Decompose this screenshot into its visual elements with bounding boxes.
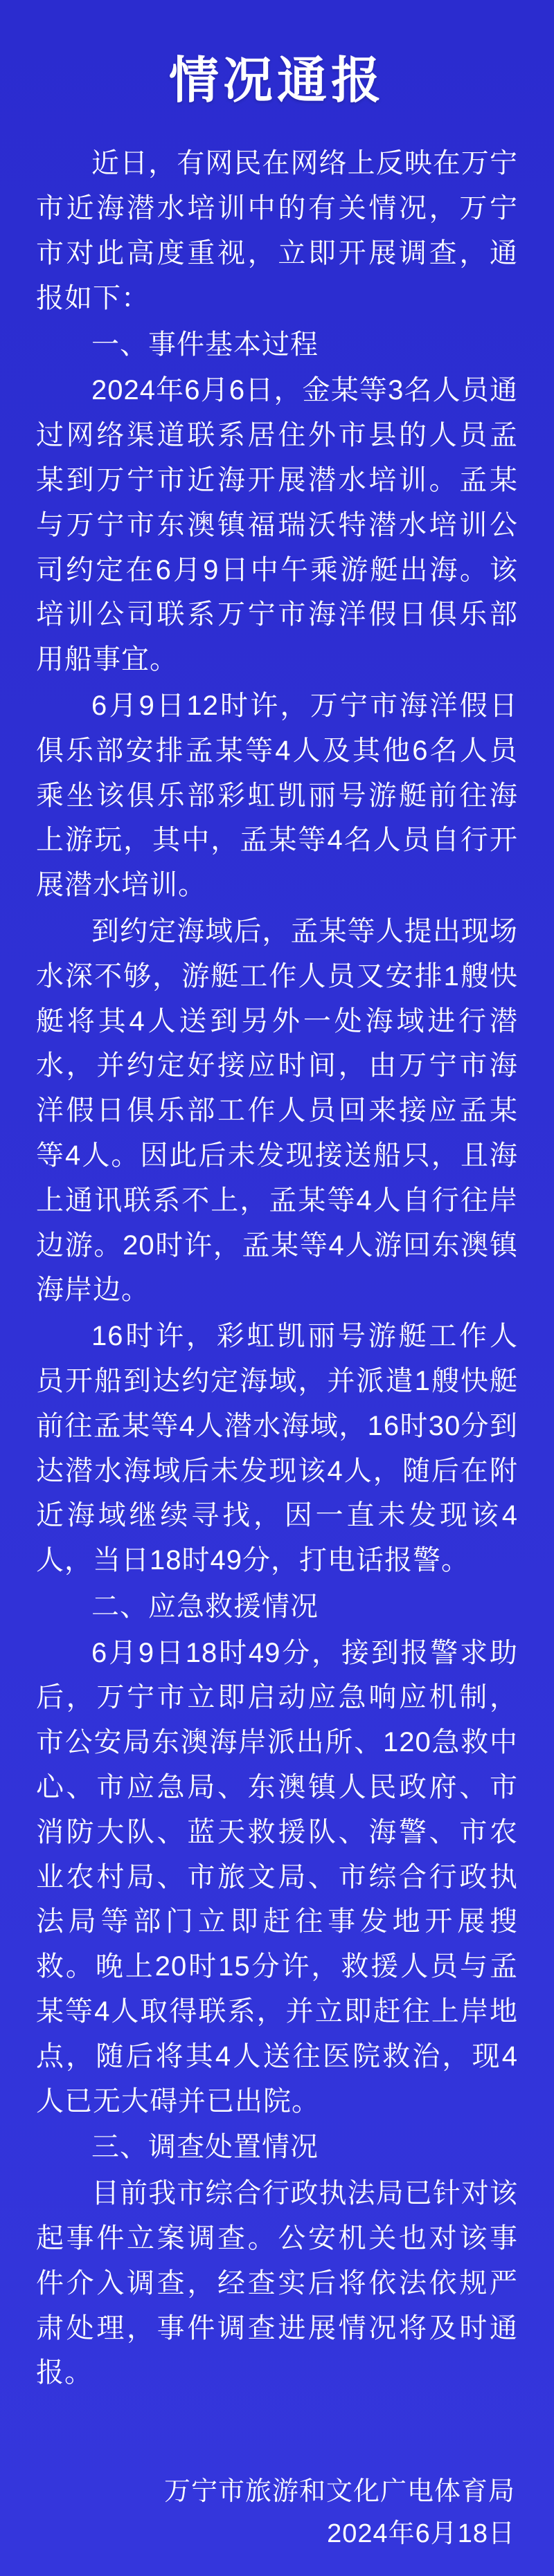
section-heading-3: 三、调查处置情况: [91, 2132, 319, 2163]
paragraph: 6月9日12时许，万宁市海洋假日俱乐部安排孟某等4人及其他6名人员乘坐该俱乐部彩虹凯丽号游艇前往海上游玩，其中，孟某等4名人员自行开展潜水培训。: [36, 690, 518, 901]
paragraph: 6月9日18时49分，接到报警求助后，万宁市立即启动应急响应机制，市公安局东澳海岸派出所、120急救中心、市应急局、东澳镇人民政府、市消防大队、蓝天救援队、海警、市农业农村局、市旅文局、市综合行政执法局等部门立即赶往事发地开展搜救。晚上20时15分许，救援人员与孟某等4人取得联系，并立即赶往上岸地点，随后将其4人送往医院救治，现4人已无大碍并已出院。: [36, 1637, 518, 2117]
issuing-organization: 万宁市旅游和文化广电体育局: [163, 2477, 515, 2507]
page-title: 情况通报: [168, 53, 385, 109]
paragraph: 到约定海域后，孟某等人提出现场水深不够，游艇工作人员又安排1艘快艇将其4人送到另外一处海域进行潜水，并约定好接应时间，由万宁市海洋假日俱乐部工作人员回来接应孟某等4人。因此后未发现接送船只，且海上通讯联系不上，孟某等4人自行往岸边游。20时许，孟某等4人游回东澳镇海岸边。: [36, 915, 518, 1306]
paragraph: 目前我市综合行政执法局已针对该起事件立案调查。公安机关也对该事件介入调查，经查实后将依法依规严肃处理，事件调查进展情况将及时通报。: [36, 2178, 518, 2388]
paragraph: 2024年6月6日，金某等3名人员通过网络渠道联系居住外市县的人员孟某到万宁市近海开展潜水培训。孟某与万宁市东澳镇福瑞沃特潜水培训公司约定在6月9日中午乘游艇出海。该培训公司联系万宁市海洋假日俱乐部用船事宜。: [36, 375, 518, 675]
issue-date: 2024年6月18日: [327, 2519, 515, 2549]
paragraph: 16时许，彩虹凯丽号游艇工作人员开船到达约定海域，并派遣1艘快艇前往孟某等4人潜水海域，16时30分到达潜水海域后未发现该4人，随后在附近海域继续寻找，因一直未发现该4人，当日18时49分，打电话报警。: [36, 1321, 518, 1576]
paragraph: 近日，有网民在网络上反映在万宁市近海潜水培训中的有关情况，万宁市对此高度重视，立即开展调查，通报如下：: [36, 148, 518, 313]
notice-body: [36, 141, 518, 2397]
section-heading-2: 二、应急救援情况: [91, 1591, 319, 1622]
signature-block: [36, 2438, 518, 2555]
section-heading-1: 一、事件基本过程: [91, 329, 319, 360]
